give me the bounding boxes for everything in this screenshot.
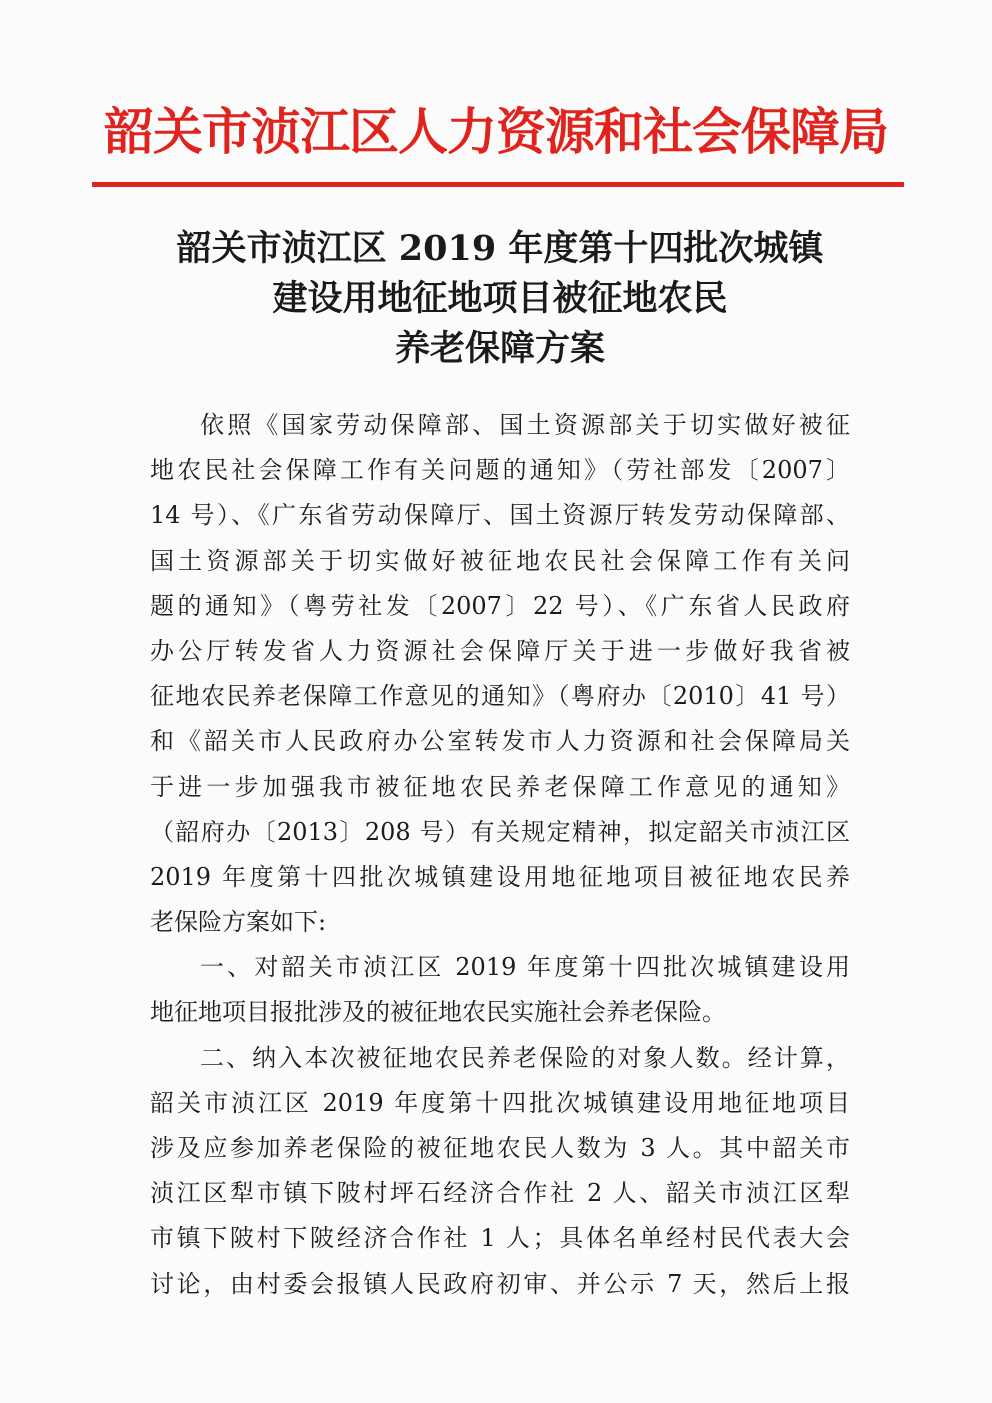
- body-line: 题的通知》（粤劳社发〔2007〕22 号）、《广东省人民政府: [150, 591, 850, 620]
- title-line-1: 韶关市浈江区 2019 年度第十四批次城镇: [176, 228, 824, 269]
- body-line: 依照《国家劳动保障部、国土资源部关于切实做好被征: [200, 411, 850, 439]
- body-line: 涉及应参加养老保险的被征地农民人数为 3 人。其中韶关市: [150, 1134, 850, 1162]
- body-line: 讨论，由村委会报镇人民政府初审、并公示 7 天，然后上报: [150, 1269, 850, 1298]
- body-line: 浈江区犁市镇下陂村坪石经济合作社 2 人、韶关市浈江区犁: [150, 1179, 850, 1208]
- document-body: [150, 403, 850, 1307]
- letterhead-red-rule: [92, 182, 904, 187]
- body-line: 地农民社会保障工作有关问题的通知》（劳社部发〔2007〕: [150, 456, 850, 485]
- body-line: （韶府办〔2013〕208 号）有关规定精神，拟定韶关市浈江区: [150, 817, 850, 846]
- body-line: 二、纳入本次被征地农民养老保险的对象人数。经计算，: [200, 1043, 850, 1072]
- title-line-3: 养老保障方案: [394, 328, 605, 369]
- body-line: 14 号）、《广东省劳动保障厅、国土资源厅转发劳动保障部、: [150, 501, 850, 530]
- body-line: 地征地项目报批涉及的被征地农民实施社会养老保险。: [150, 998, 726, 1027]
- body-line: 2019 年度第十四批次城镇建设用地征地项目被征地农民养: [150, 862, 850, 891]
- title-line-2: 建设用地征地项目被征地农民: [272, 278, 728, 319]
- letterhead-organization: 韶关市浈江区人力资源和社会保障局: [104, 102, 888, 161]
- document-title: [120, 224, 880, 374]
- body-line: 老保险方案如下:: [150, 908, 327, 937]
- body-line: 于进一步加强我市被征地农民养老保障工作意见的通知》: [150, 772, 850, 801]
- body-line: 和《韶关市人民政府办公室转发市人力资源和社会保障局关: [150, 727, 850, 756]
- body-line: 韶关市浈江区 2019 年度第十四批次城镇建设用地征地项目: [150, 1088, 850, 1117]
- body-line: 一、对韶关市浈江区 2019 年度第十四批次城镇建设用: [200, 953, 850, 982]
- body-line: 市镇下陂村下陂经济合作社 1 人；具体名单经村民代表大会: [150, 1224, 850, 1253]
- body-line: 征地农民养老保障工作意见的通知》（粤府办〔2010〕41 号）: [150, 682, 850, 711]
- body-line: 办公厅转发省人力资源社会保障厅关于进一步做好我省被: [150, 636, 850, 665]
- body-line: 国土资源部关于切实做好被征地农民社会保障工作有关问: [150, 546, 850, 575]
